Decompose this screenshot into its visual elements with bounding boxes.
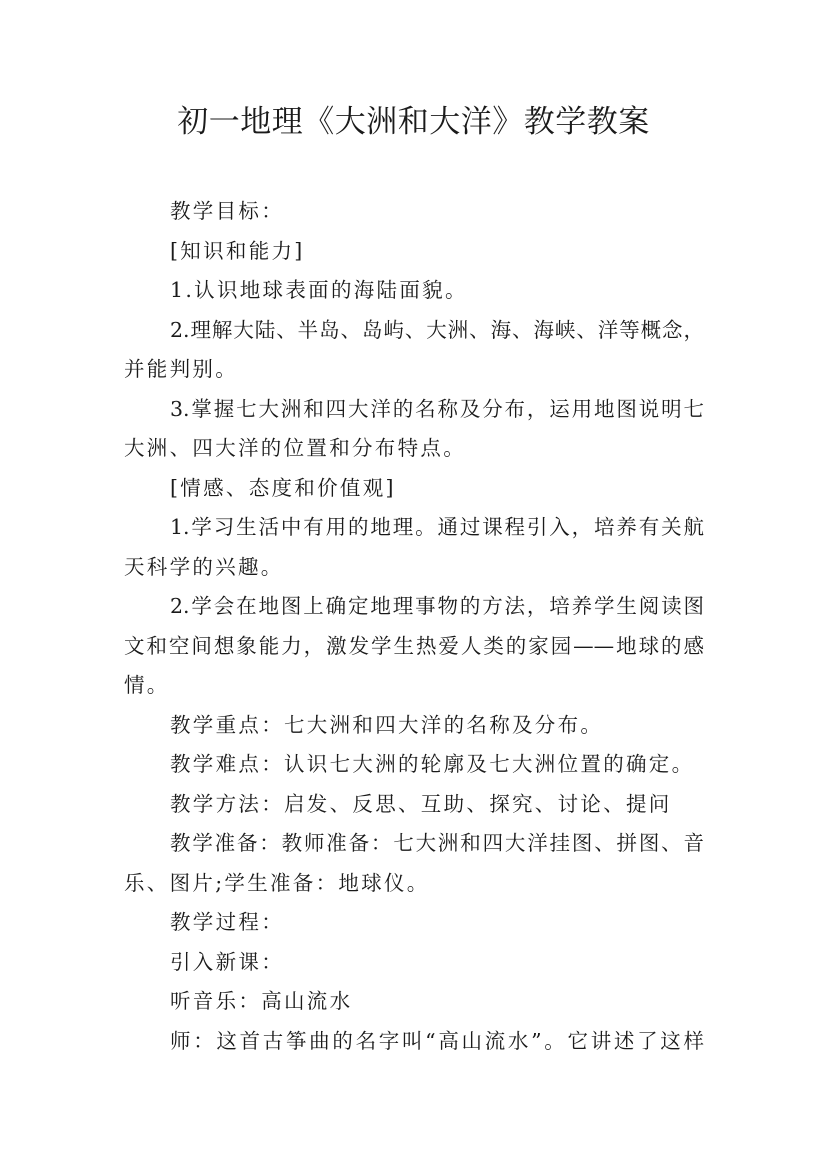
paragraph-line: 师：这首古筝曲的名字叫“高山流水”。它讲述了这样 (170, 1028, 704, 1053)
document-body (124, 192, 704, 1061)
paragraph-line: 教学过程： (170, 910, 284, 934)
paragraph-line: 2.理解大陆、半岛、岛屿、大洲、海、海峡、洋等概念， (170, 317, 704, 342)
paragraph-line: 2.学会在地图上确定地理事物的方法，培养学生阅读图 (170, 594, 704, 618)
paragraph-line: 教学准备：教师准备：七大洲和四大洋挂图、拼图、音 (170, 831, 704, 855)
paragraph-line: 并能判别。 (124, 357, 238, 381)
paragraph-line: 乐、图片;学生准备：地球仪。 (124, 870, 430, 895)
paragraph-line: 1.认识地球表面的海陆面貌。 (170, 278, 468, 302)
paragraph-line: [情感、态度和价值观] (170, 475, 396, 500)
document-title: 初一地理《大洲和大洋》教学教案 (177, 104, 650, 140)
paragraph-line: 教学重点：七大洲和四大洋的名称及分布。 (170, 712, 604, 737)
paragraph-line: 大洲、四大洋的位置和分布特点。 (124, 436, 466, 460)
paragraph-line: 教学目标： (170, 199, 284, 223)
paragraph-line: 引入新课： (170, 949, 284, 974)
paragraph-line: 天科学的兴趣。 (124, 554, 284, 579)
paragraph-line: 教学方法：启发、反思、互助、探究、讨论、提问 (170, 791, 672, 816)
paragraph-line: 文和空间想象能力，激发学生热爱人类的家园——地球的感 (124, 633, 704, 658)
paragraph-line: 教学难点：认识七大洲的轮廓及七大洲位置的确定。 (170, 752, 695, 776)
paragraph-line: 3.掌握七大洲和四大洋的名称及分布，运用地图说明七 (170, 396, 704, 421)
paragraph-line: 1.学习生活中有用的地理。通过课程引入，培养有关航 (170, 515, 704, 539)
paragraph-line: [知识和能力] (170, 238, 305, 263)
paragraph-line: 听音乐：高山流水 (170, 989, 353, 1013)
paragraph-line: 情。 (124, 673, 170, 697)
